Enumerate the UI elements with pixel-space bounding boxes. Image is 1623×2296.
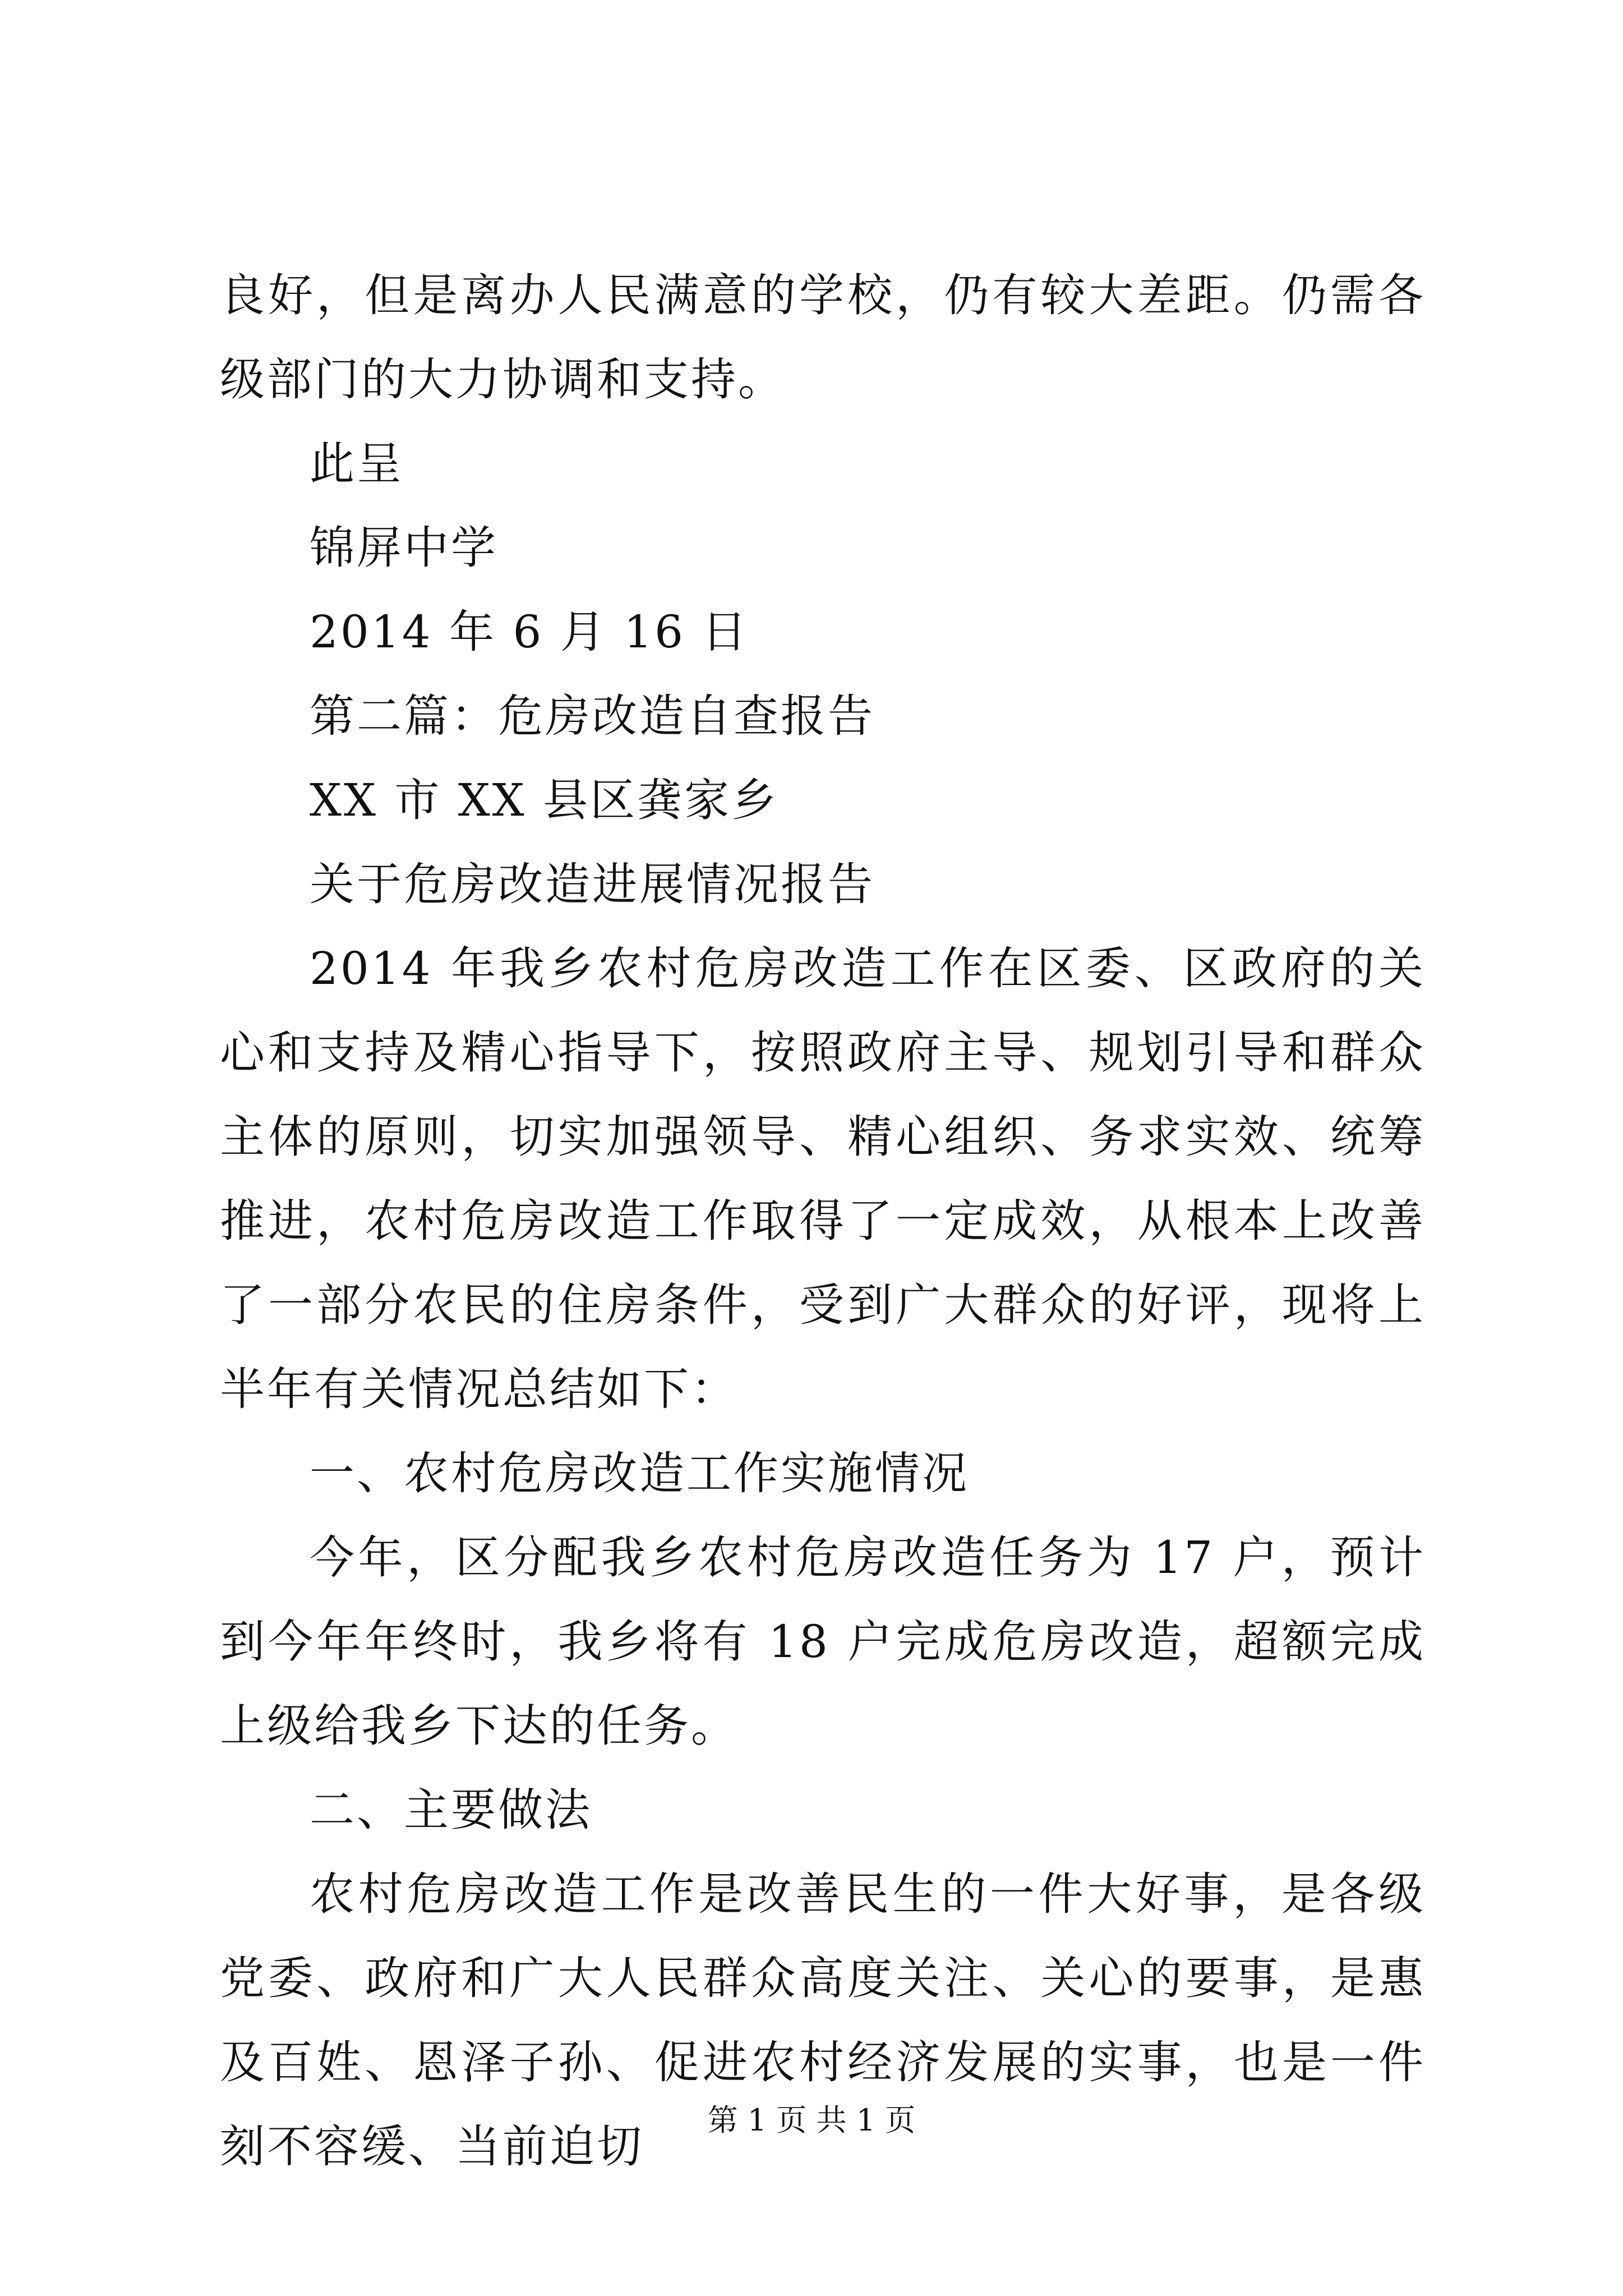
- report-title: 关于危房改造进展情况报告: [310, 858, 875, 910]
- section-title: 第二篇：危房改造自查报告: [310, 690, 875, 742]
- page-footer: 第 1 页 共 1 页: [707, 2102, 916, 2138]
- heading-main-practices: 二、主要做法: [310, 1784, 592, 1836]
- salutation-line: 此呈: [310, 438, 404, 490]
- signature-date: 2014 年 6 月 16 日: [310, 606, 749, 658]
- report-location: XX 市 XX 县区龚家乡: [310, 774, 779, 826]
- paragraph-main-practices: 农村危房改造工作是改善民生的一件大好事，是各级党委、政府和广大人民群众高度关注、关心的要事，是惠及百姓、恩泽子孙、促进农村经济发展的实事，也是一件刻不容缓、当前迫切: [220, 1868, 1426, 2173]
- document-body: [220, 254, 1426, 2189]
- heading-implementation: 一、农村危房改造工作实施情况: [310, 1447, 969, 1499]
- paragraph-intro: 2014 年我乡农村危房改造工作在区委、区政府的关心和支持及精心指导下，按照政府主导、规划引导和群众主体的原则，切实加强领导、精心组织、务求实效、统筹推进，农村危房改造工作取得了一定成效，从根本上改善了一部分农民的住房条件，受到广大群众的好评，现将上半年有关情况总结如下：: [220, 942, 1426, 1415]
- signature-school: 锦屏中学: [310, 522, 498, 574]
- paragraph-implementation: 今年，区分配我乡农村危房改造任务为 17 户，预计到今年年终时，我乡将有 18 户完成危房改造，超额完成上级给我乡下达的任务。: [220, 1531, 1426, 1752]
- paragraph-continuation: 良好，但是离办人民满意的学校，仍有较大差距。仍需各级部门的大力协调和支持。: [220, 269, 1426, 406]
